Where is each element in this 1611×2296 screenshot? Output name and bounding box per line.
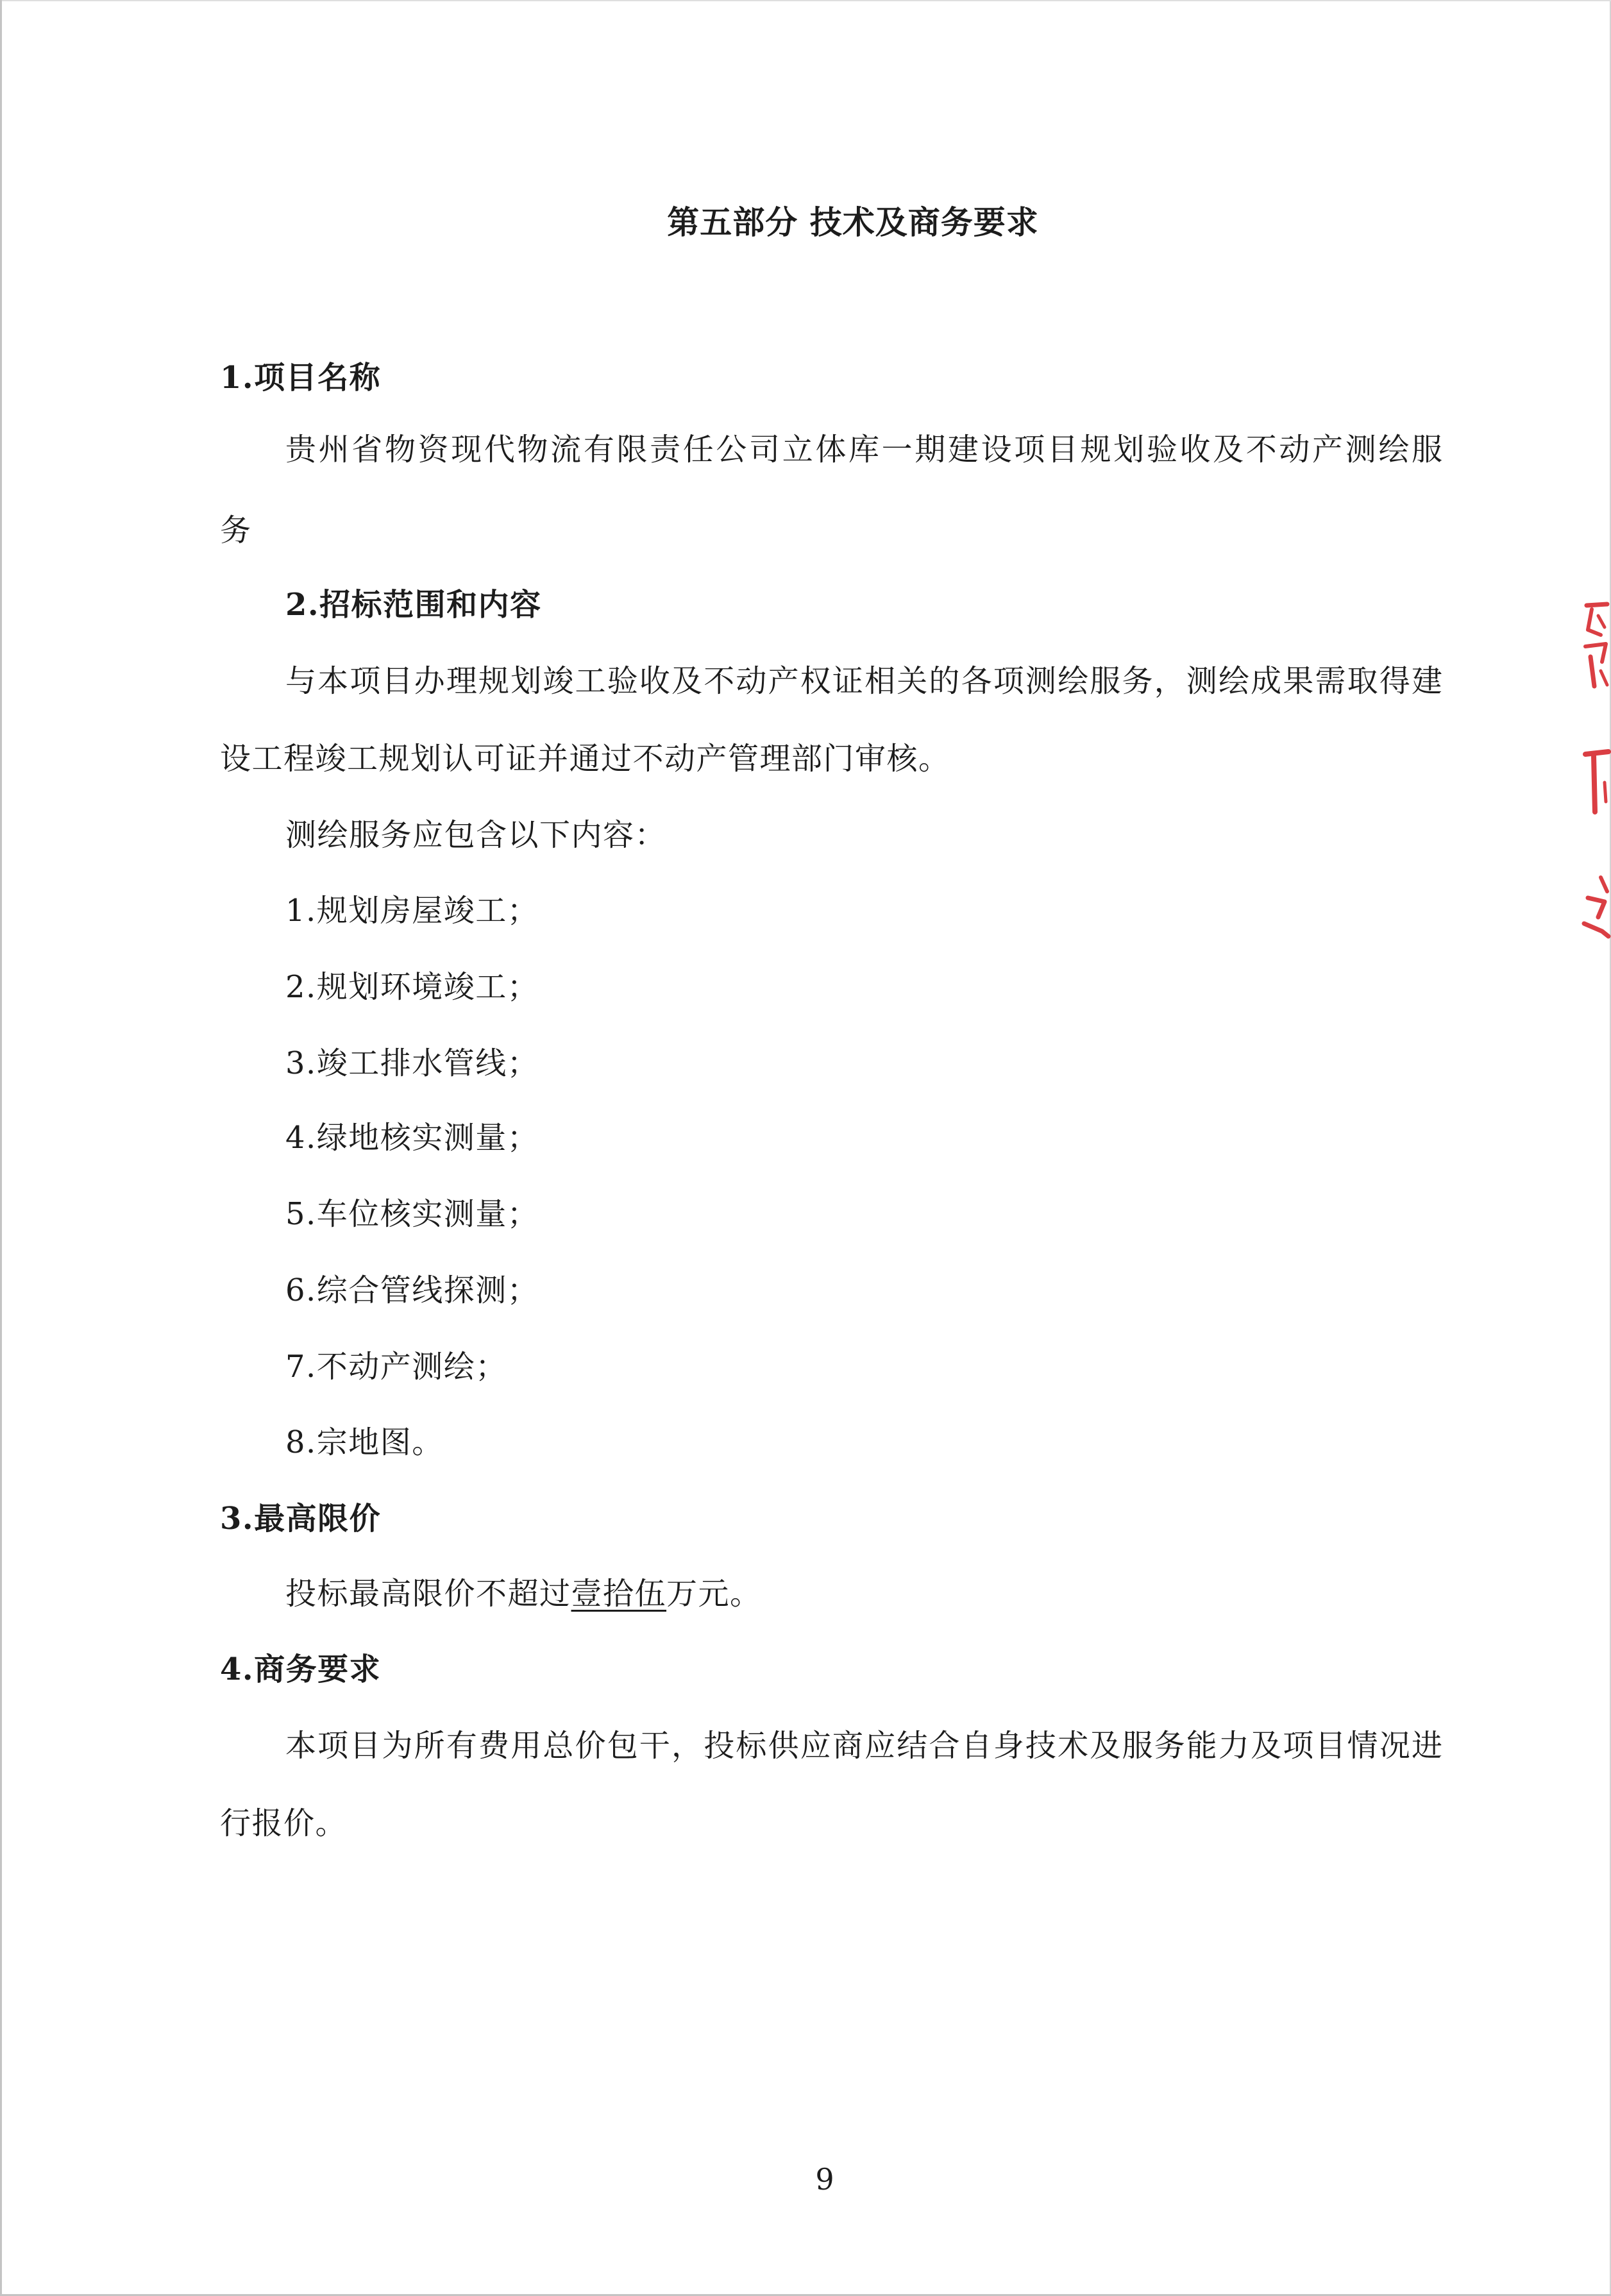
price-amount: 壹拾伍 xyxy=(571,1576,667,1612)
price-limit-sentence xyxy=(285,1576,762,1612)
page-title: 第五部分 技术及商务要求 xyxy=(667,203,1039,241)
price-prefix: 投标最高限价不超过 xyxy=(285,1576,571,1612)
paragraph-line: 设工程竣工规划认可证并通过不动产管理部门审核。 xyxy=(220,741,950,777)
price-suffix: 万元。 xyxy=(666,1576,762,1612)
list-item: 2.规划环境竣工； xyxy=(285,969,539,1005)
list-item: 8.宗地图。 xyxy=(285,1424,444,1460)
page-number: 9 xyxy=(815,2162,834,2197)
paragraph-line: 务 xyxy=(220,512,252,548)
section-heading-business: 4.商务要求 xyxy=(220,1651,382,1687)
section-heading-project-name: 1.项目名称 xyxy=(220,360,382,396)
paragraph-line: 本项目为所有费用总价包干，投标供应商应结合自身技术及服务能力及项目情况进 xyxy=(285,1728,1442,1764)
paragraph-line: 与本项目办理规划竣工验收及不动产权证相关的各项测绘服务，测绘成果需取得建 xyxy=(285,663,1442,699)
list-item: 1.规划房屋竣工； xyxy=(285,893,539,929)
list-item: 6.综合管线探测； xyxy=(285,1272,539,1308)
list-item: 5.车位核实测量； xyxy=(285,1196,539,1232)
section-heading-scope: 2.招标范围和内容 xyxy=(285,587,542,623)
list-item: 7.不动产测绘； xyxy=(285,1349,507,1385)
section-heading-price-limit: 3.最高限价 xyxy=(220,1501,382,1537)
list-item: 4.绿地核实测量； xyxy=(285,1120,539,1156)
list-item: 3.竣工排水管线； xyxy=(285,1045,539,1081)
seal-fragment xyxy=(1573,590,1611,949)
list-intro: 测绘服务应包含以下内容： xyxy=(285,817,667,853)
paragraph-line: 行报价。 xyxy=(220,1805,348,1841)
paragraph-line: 贵州省物资现代物流有限责任公司立体库一期建设项目规划验收及不动产测绘服 xyxy=(285,432,1442,468)
